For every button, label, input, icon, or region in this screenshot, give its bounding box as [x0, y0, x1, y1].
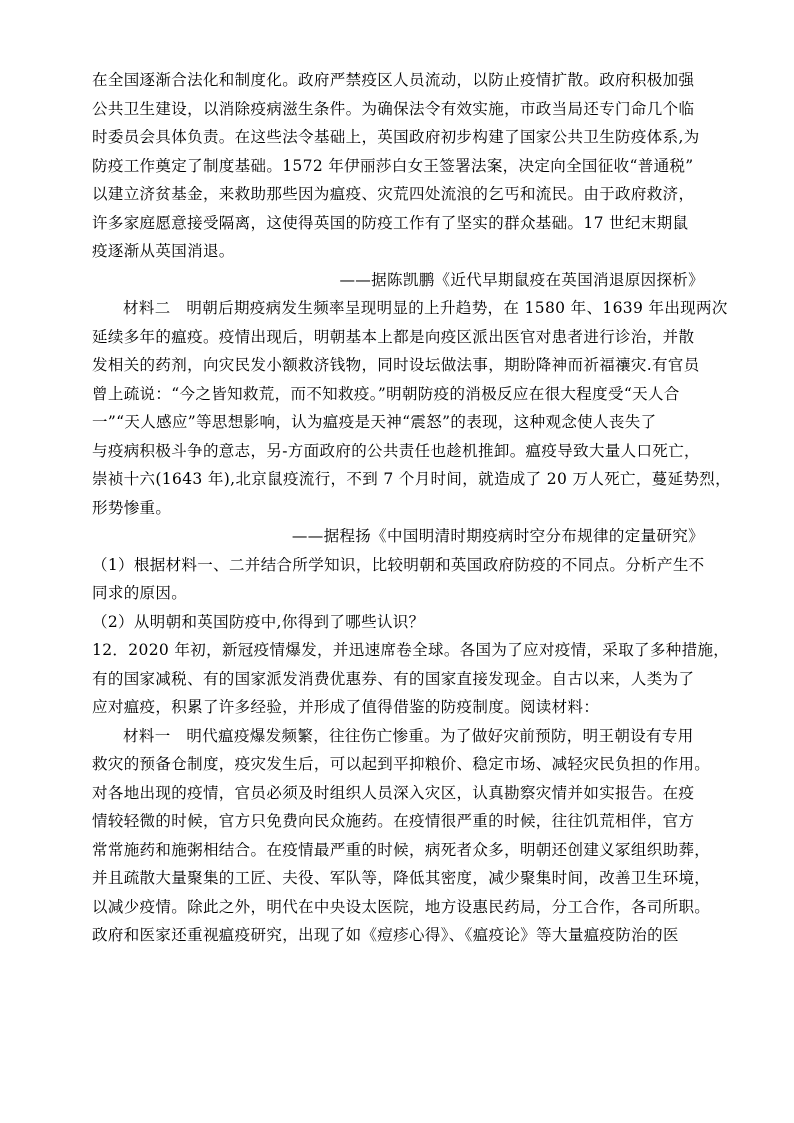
text-line: 时委员会具体负责。在这些法令基础上，英国政府初步构建了国家公共卫生防疫体系,为 — [92, 128, 700, 146]
text-line: 许多家庭愿意接受隔离，这使得英国的防疫工作有了坚实的群众基础。17 世纪末期鼠 — [92, 213, 689, 232]
text-line: 材料一 明代瘟疫爆发频繁，往往伤亡惨重。为了做好灾前预防，明王朝设有专用 — [123, 726, 694, 745]
question-line: （1）根据材料一、二并结合所学知识，比较明朝和英国政府防疫的不同点。分析产生不 — [92, 555, 705, 574]
text-line: 并且疏散大量聚集的工匠、夫役、军队等，降低其密度，减少聚集时间，改善卫生环境， — [92, 869, 711, 887]
text-line: 以减少疫情。除此之外，明代在中央设太医院，地方设惠民药局，分工合作，各司所职。 — [92, 897, 711, 916]
text-line: 疫逐渐从英国消退。 — [92, 242, 235, 260]
text-line: 防疫工作奠定了制度基础。1572 年伊丽莎白女王签署法案，决定向全国征收“普通税” — [92, 156, 694, 175]
text-line: 发相关的药剂，向灾民发小额救济钱物，同时设坛做法事，期盼降神而祈福禳灾.有官员 — [92, 356, 700, 374]
document-page — [92, 66, 731, 950]
text-line: 崇祯十六(1643 年),北京鼠疫流行，不到 7 个月时间，就造成了 20 万人死亡，蔓延势烈， — [92, 470, 731, 488]
text-line: 救灾的预备仓制度，疫灾发生后，可以起到平抑粮价、稳定市场、减轻灾民负担的作用。 — [92, 755, 711, 773]
questions — [92, 551, 708, 637]
source-citation: ——据程扬《中国明清时期疫病时空分布规律的定量研究》 — [291, 527, 704, 545]
material2 — [92, 294, 731, 551]
text-line: 在全国逐渐合法化和制度化。政府严禁疫区人员流动，以防止疫情扩散。政府积极加强 — [92, 71, 695, 89]
text-line: 形势惨重。 — [92, 498, 172, 517]
question-12 — [92, 636, 730, 722]
text-line: 公共卫生建设，以消除疫病滋生条件。为确保法令有效实施，市政当局还专门命几个临 — [92, 99, 695, 118]
material1-continued — [92, 66, 708, 294]
text-line: 对各地出现的疫情，官员必须及时组织人员深入灾区，认真勘察灾情并如实报告。在疫 — [92, 783, 695, 802]
text-line: 情较轻微的时候，官方只免费向民众施药。在疫情很严重的时候，往往饥荒相伴，官方 — [92, 812, 695, 830]
text-line: 政府和医家还重视瘟疫研究，出现了如《痘疹心得》、《瘟疫论》等大量瘟疫防治的医 — [92, 926, 679, 944]
question-line: （2）从明朝和英国防疫中,你得到了哪些认识？ — [92, 612, 425, 631]
text-line: 应对瘟疫，积累了许多经验，并形成了值得借鉴的防疫制度。阅读材料： — [92, 698, 600, 716]
text-line: 与疫病积极斗争的意志，另-方面政府的公共责任也趁机推卸。瘟疫导致大量人口死亡， — [92, 441, 700, 460]
text-line: 12．2020 年初，新冠疫情爆发，并迅速席卷全球。各国为了应对疫情，采取了多种措施， — [92, 641, 730, 659]
text-line: 常常施药和施粥相结合。在疫情最严重的时候，病死者众多，明朝还创建义冢组织助葬， — [92, 840, 711, 859]
text-line: 延续多年的瘟疫。疫情出现后，明朝基本上都是向疫区派出医官对患者进行诊治，并散 — [92, 327, 695, 346]
question-line: 同求的原因。 — [92, 584, 188, 602]
text-line: 曾上疏说：“今之皆知救荒，而不知救疫。”明朝防疫的消极反应在很大程度受“天人合 — [92, 384, 680, 403]
material1-new — [92, 722, 711, 950]
source-citation: ——据陈凯鹏《近代早期鼠疫在英国消退原因探析》 — [339, 270, 704, 289]
text-line: 以建立济贫基金，来救助那些因为瘟疫、灾荒四处流浪的乞丐和流民。由于政府救济， — [92, 185, 695, 203]
text-line: 材料二 明朝后期疫病发生频率呈现明显的上升趋势，在 1580 年、1639 年出现两次 — [123, 299, 728, 317]
text-line: 一”“天人感应”等思想影响，认为瘟疫是天神“震怒”的表现，这种观念使人丧失了 — [92, 413, 657, 431]
text-line: 有的国家减税、有的国家派发消费优惠券、有的国家直接发现金。自古以来，人类为了 — [92, 669, 695, 688]
